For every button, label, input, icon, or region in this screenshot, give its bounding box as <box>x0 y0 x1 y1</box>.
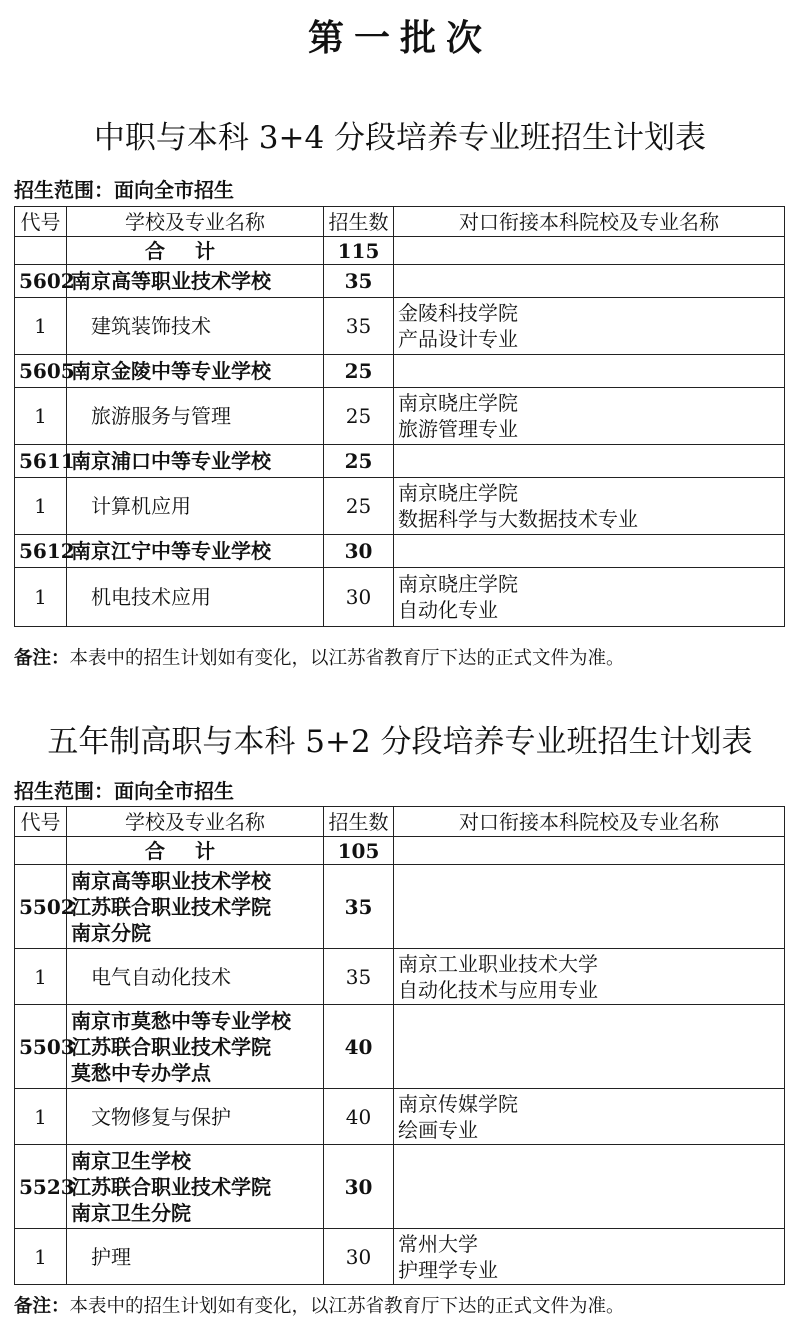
major-row <box>15 388 785 445</box>
school-row <box>15 265 785 298</box>
major-num: 30 <box>324 568 394 627</box>
table-header-row <box>15 207 785 237</box>
major-num: 30 <box>324 1229 394 1285</box>
note-text: 本表中的招生计划如有变化，以江苏省教育厅下达的正式文件为准。 <box>69 1296 625 1317</box>
major-index: 1 <box>15 1089 67 1145</box>
major-index: 1 <box>15 478 67 535</box>
mapping-college: 南京工业职业技术大学 <box>398 951 598 976</box>
major-name: 计算机应用 <box>67 478 324 535</box>
school-map-cell <box>394 265 785 298</box>
header-num: 招生数 <box>324 207 394 237</box>
school-num: 35 <box>324 865 394 949</box>
header-code: 代号 <box>15 807 67 837</box>
school-num: 25 <box>324 355 394 388</box>
mapping-college: 南京晓庄学院 <box>398 572 518 596</box>
school-name-line: 江苏联合职业技术学院 <box>71 1034 271 1059</box>
section2-title: 五年制高职与本科 5+2 分段培养专业班招生计划表 <box>47 724 753 760</box>
school-row <box>15 535 785 568</box>
header-name: 学校及专业名称 <box>67 807 324 837</box>
major-index: 1 <box>15 298 67 355</box>
major-num: 40 <box>324 1089 394 1145</box>
school-name: 南京江宁中等专业学校 <box>67 535 324 568</box>
section1-title: 中职与本科 3+4 分段培养专业班招生计划表 <box>93 120 707 156</box>
major-mapping <box>394 478 785 535</box>
header-code: 代号 <box>15 207 67 237</box>
major-row <box>15 298 785 355</box>
school-map-cell <box>394 355 785 388</box>
major-row <box>15 478 785 535</box>
school-num: 25 <box>324 445 394 478</box>
major-name: 旅游服务与管理 <box>67 388 324 445</box>
total-value: 105 <box>324 837 394 865</box>
school-name-line: 南京高等职业技术学校 <box>71 868 271 893</box>
major-name: 文物修复与保护 <box>67 1089 324 1145</box>
total-label: 合计 <box>67 837 324 865</box>
mapping-college: 南京传媒学院 <box>398 1091 518 1116</box>
mapping-major: 绘画专业 <box>398 1117 478 1142</box>
mapping-major: 护理学专业 <box>398 1257 498 1282</box>
school-name-line: 江苏联合职业技术学院 <box>71 894 271 919</box>
school-name-line: 南京分院 <box>71 920 151 945</box>
school-num: 40 <box>324 1005 394 1089</box>
school-name-line: 南京卫生学校 <box>71 1148 191 1173</box>
total-value: 115 <box>324 237 394 265</box>
major-name: 机电技术应用 <box>67 568 324 627</box>
major-row <box>15 949 785 1005</box>
school-map-cell <box>394 445 785 478</box>
section1-table <box>14 206 785 627</box>
school-row <box>15 865 785 949</box>
page-title: 第一批次 <box>307 17 492 59</box>
major-num: 25 <box>324 388 394 445</box>
school-map-cell <box>394 535 785 568</box>
school-code: 5611 <box>15 445 67 478</box>
section1-note <box>14 644 625 670</box>
major-name: 护理 <box>67 1229 324 1285</box>
school-row <box>15 355 785 388</box>
major-row <box>15 1089 785 1145</box>
header-map: 对口衔接本科院校及专业名称 <box>394 207 785 237</box>
school-num: 30 <box>324 535 394 568</box>
school-name <box>67 1005 324 1089</box>
table-header-row <box>15 807 785 837</box>
school-name <box>67 1145 324 1229</box>
total-code-cell <box>15 837 67 865</box>
school-name <box>67 865 324 949</box>
note-label: 备注： <box>14 648 70 669</box>
school-name: 南京金陵中等专业学校 <box>67 355 324 388</box>
major-mapping <box>394 1229 785 1285</box>
major-mapping <box>394 1089 785 1145</box>
major-index: 1 <box>15 388 67 445</box>
major-mapping <box>394 298 785 355</box>
mapping-major: 旅游管理专业 <box>398 417 518 441</box>
school-code: 5612 <box>15 535 67 568</box>
school-name-line: 莫愁中专办学点 <box>71 1060 211 1085</box>
school-name-line: 江苏联合职业技术学院 <box>71 1174 271 1199</box>
total-code-cell <box>15 237 67 265</box>
school-row <box>15 1145 785 1229</box>
section2-scope: 招生范围：面向全市招生 <box>14 779 234 803</box>
major-num: 25 <box>324 478 394 535</box>
school-code: 5605 <box>15 355 67 388</box>
section2-note <box>14 1292 625 1318</box>
total-label: 合计 <box>67 237 324 265</box>
mapping-college: 南京晓庄学院 <box>398 481 518 505</box>
section2-table <box>14 806 785 1285</box>
school-name: 南京浦口中等专业学校 <box>67 445 324 478</box>
school-row <box>15 1005 785 1089</box>
school-row <box>15 445 785 478</box>
school-code: 5523 <box>15 1145 67 1229</box>
major-mapping <box>394 388 785 445</box>
note-text: 本表中的招生计划如有变化，以江苏省教育厅下达的正式文件为准。 <box>69 648 625 669</box>
school-code: 5602 <box>15 265 67 298</box>
mapping-college: 常州大学 <box>398 1231 478 1256</box>
school-code: 5502 <box>15 865 67 949</box>
school-name-line: 南京卫生分院 <box>71 1200 191 1225</box>
mapping-major: 产品设计专业 <box>398 327 518 351</box>
school-num: 30 <box>324 1145 394 1229</box>
major-mapping <box>394 949 785 1005</box>
mapping-major: 自动化技术与应用专业 <box>398 977 598 1002</box>
major-name: 电气自动化技术 <box>67 949 324 1005</box>
header-name: 学校及专业名称 <box>67 207 324 237</box>
header-map: 对口衔接本科院校及专业名称 <box>394 807 785 837</box>
school-code: 5503 <box>15 1005 67 1089</box>
major-num: 35 <box>324 298 394 355</box>
major-index: 1 <box>15 1229 67 1285</box>
total-row <box>15 237 785 265</box>
total-map-cell <box>394 837 785 865</box>
note-label: 备注： <box>14 1296 70 1317</box>
school-map-cell <box>394 1145 785 1229</box>
major-num: 35 <box>324 949 394 1005</box>
mapping-college: 南京晓庄学院 <box>398 391 518 415</box>
total-row <box>15 837 785 865</box>
mapping-college: 金陵科技学院 <box>398 301 518 325</box>
major-row <box>15 1229 785 1285</box>
mapping-major: 自动化专业 <box>398 598 498 622</box>
school-name: 南京高等职业技术学校 <box>67 265 324 298</box>
school-num: 35 <box>324 265 394 298</box>
school-name-line: 南京市莫愁中等专业学校 <box>71 1008 291 1033</box>
major-index: 1 <box>15 949 67 1005</box>
header-num: 招生数 <box>324 807 394 837</box>
major-mapping <box>394 568 785 627</box>
total-map-cell <box>394 237 785 265</box>
mapping-major: 数据科学与大数据技术专业 <box>398 507 638 531</box>
major-name: 建筑装饰技术 <box>67 298 324 355</box>
school-map-cell <box>394 865 785 949</box>
school-map-cell <box>394 1005 785 1089</box>
section1-scope: 招生范围：面向全市招生 <box>14 178 234 202</box>
major-row <box>15 568 785 627</box>
major-index: 1 <box>15 568 67 627</box>
